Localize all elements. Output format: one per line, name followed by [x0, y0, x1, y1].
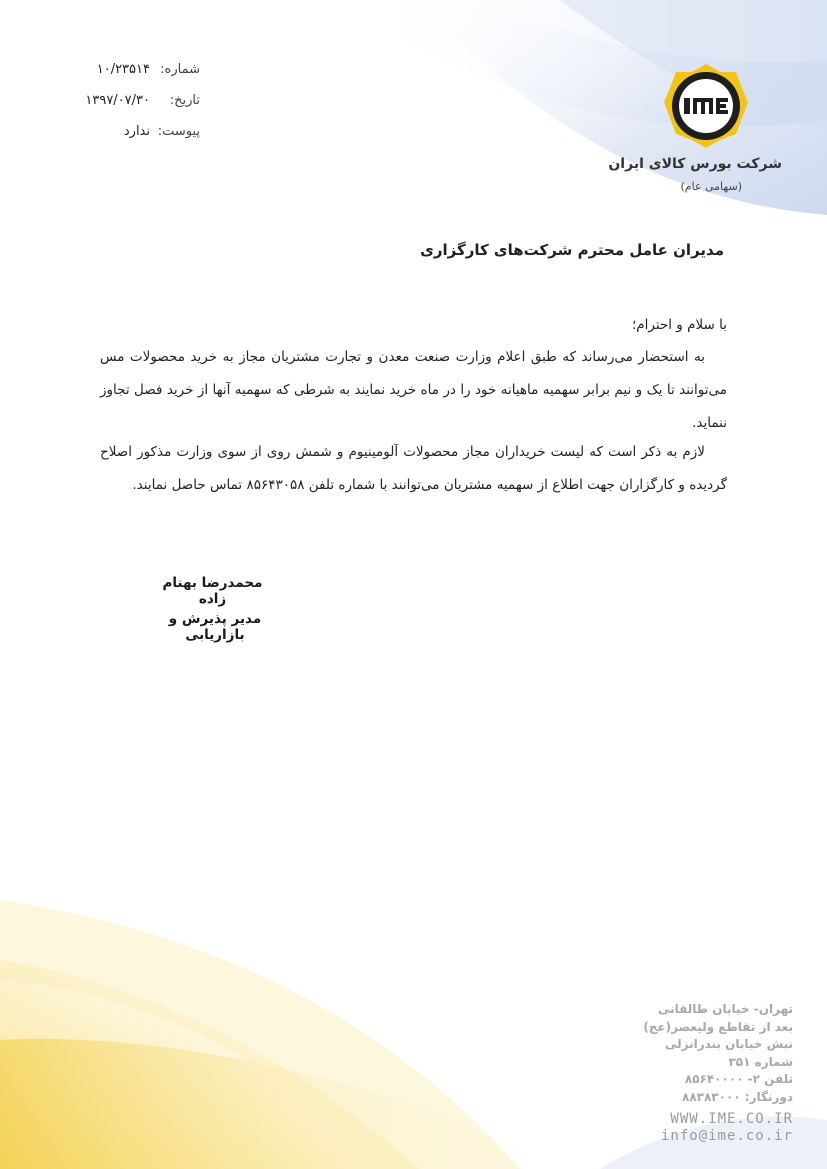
fax-line: دورنگار: ۸۸۳۸۳۰۰۰ — [682, 1089, 793, 1104]
number-label: شماره: — [160, 62, 200, 77]
website-link[interactable]: WWW.IME.CO.IR — [670, 1111, 793, 1127]
addressee: مدیران عامل محترم شرکت‌های کارگزاری — [420, 241, 724, 259]
paragraph-2: لازم به ذکر است که لیست خریداران مجاز محصولات آلومینیوم و شمش روی از سوی وزارت مذکور اصلاح گردیده و کارگزاران جهت اطلاع از سهمیه مشتریان می‌توانند با شماره تلفن ۸۵۶۴۳۰۵۸ تماس حاصل نمایند. — [100, 444, 727, 493]
company-name: شرکت بورس کالای ایران — [608, 156, 782, 172]
ime-logo-icon — [662, 62, 750, 150]
letter-meta — [40, 62, 200, 155]
address-line: تهران- خیابان طالقانی — [658, 1002, 793, 1016]
attachment-label: پیوست: — [157, 124, 200, 139]
paragraph-1: به استحضار می‌رساند که طبق اعلام وزارت صنعت معدن و تجارت مشتریان مجاز به خرید محصولات مس می‌توانند تا یک و نیم برابر سهمیه ماهیانه خود را در ماه خرید نمایند به شرطی که سهمیه آنها از خرید فصل تجاوز ننماید. — [100, 349, 727, 431]
footer-web — [661, 1111, 793, 1145]
email-link[interactable]: info@ime.co.ir — [660, 1128, 793, 1144]
date-value: ۱۳۹۷/۰۷/۳۰ — [85, 93, 150, 108]
address-line: شماره ۳۵۱ — [728, 1054, 793, 1069]
date-row — [40, 93, 200, 124]
company-type: (سهامی عام) — [680, 180, 742, 193]
address-line: بعد از تقاطع ولیعصر(عج) — [643, 1019, 793, 1034]
footer-address — [643, 1001, 793, 1106]
signatory-title: مدیر پذیرش و بازاریابی — [168, 611, 262, 643]
phone-line: تلفن ۲- ۸۵۶۴۰۰۰۰ — [684, 1072, 793, 1086]
number-value: ۱۰/۲۳۵۱۴ — [96, 62, 150, 77]
date-label: تاریخ: — [169, 93, 200, 108]
logo-text: IME — [701, 90, 711, 96]
company-logo — [662, 62, 750, 150]
signatory-name: محمدرضا بهنام زاده — [162, 575, 263, 607]
attachment-row — [40, 124, 200, 155]
number-row — [40, 62, 200, 93]
attachment-value: ندارد — [123, 124, 150, 139]
greeting: با سلام و احترام؛ — [631, 317, 727, 333]
address-line: نبش خیابان بندرانزلی — [664, 1037, 793, 1051]
